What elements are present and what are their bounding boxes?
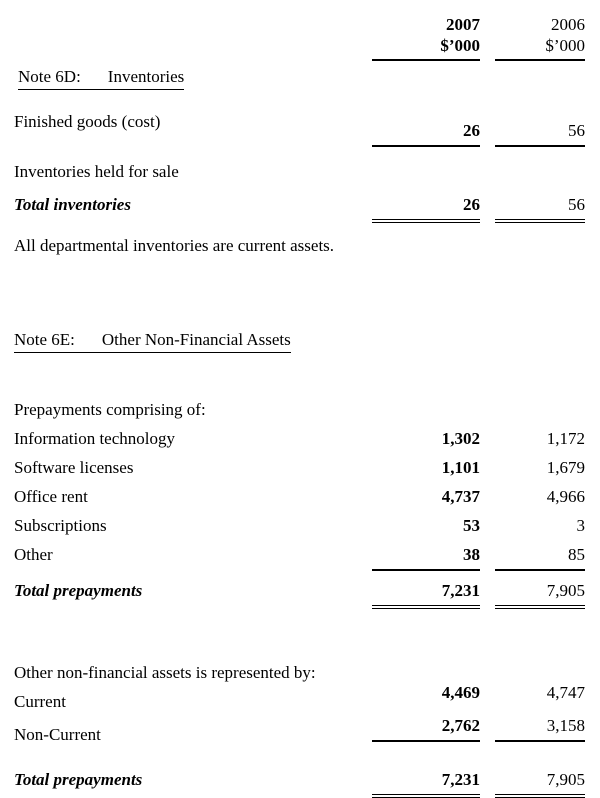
value-2007: 1,302 xyxy=(441,429,480,448)
column-header-2006 xyxy=(495,14,585,61)
table-row-total-prepayments xyxy=(14,580,585,609)
note-6d-title: Inventories xyxy=(107,67,185,86)
value-2007: 1,101 xyxy=(441,458,480,477)
row-label: Subscriptions xyxy=(14,516,107,535)
note-6e-title: Other Non-Financial Assets xyxy=(101,330,291,349)
note-6e-underlined-title xyxy=(14,329,291,353)
value-2007: 4,737 xyxy=(441,487,480,506)
table-row-current xyxy=(14,683,585,713)
table-row-inventories-held xyxy=(14,161,585,183)
row-label: Information technology xyxy=(14,429,175,448)
value-2006: 1,172 xyxy=(546,429,585,448)
note-6e-heading xyxy=(14,329,585,353)
row-label: Total inventories xyxy=(14,195,131,214)
note-6d-heading xyxy=(18,66,585,90)
row-label: Software licenses xyxy=(14,458,134,477)
year-2007-label: 2007 xyxy=(446,15,480,34)
row-label: Total prepayments xyxy=(14,770,143,789)
value-2007: 26 xyxy=(372,194,480,223)
table-column-headers xyxy=(14,14,585,61)
value-2006: 56 xyxy=(495,120,585,147)
year-2006-label: 2006 xyxy=(551,15,585,34)
table-row-finished-goods xyxy=(14,111,585,138)
value-2007: 53 xyxy=(463,516,480,535)
note-6d-footnote: All departmental inventories are current assets. xyxy=(14,236,335,255)
value-2007: 7,231 xyxy=(372,769,480,798)
table-row-other xyxy=(14,544,585,571)
row-label: Current xyxy=(14,692,66,711)
row-label: Inventories held for sale xyxy=(14,162,179,181)
value-2007: 38 xyxy=(372,544,480,571)
value-2007: 7,231 xyxy=(372,580,480,609)
column-header-2007 xyxy=(372,14,480,61)
row-label: Other xyxy=(14,545,53,564)
value-2007: 26 xyxy=(372,120,480,147)
unit-2007-label: $’000 xyxy=(440,36,480,55)
table-row-total-inventories xyxy=(14,194,585,223)
value-2007: 4,469 xyxy=(441,683,480,702)
note-6d-underlined-title xyxy=(18,66,184,90)
value-2006: 3,158 xyxy=(495,715,585,742)
note-6e-label: Note 6E: xyxy=(14,330,75,349)
value-2006: 4,966 xyxy=(546,487,585,506)
table-row-software-licenses xyxy=(14,457,585,479)
prepayments-intro: Prepayments comprising of: xyxy=(14,400,206,419)
row-label: Finished goods (cost) xyxy=(14,112,161,131)
value-2006: 7,905 xyxy=(495,580,585,609)
table-row-non-current xyxy=(14,716,585,751)
value-2006: 4,747 xyxy=(546,683,585,702)
table-row-subscriptions xyxy=(14,515,585,537)
row-label: Office rent xyxy=(14,487,88,506)
value-2006: 85 xyxy=(495,544,585,571)
unit-2006-label: $’000 xyxy=(545,36,585,55)
value-2007: 2,762 xyxy=(372,715,480,742)
value-2006: 7,905 xyxy=(495,769,585,798)
row-label: Non-Current xyxy=(14,725,101,744)
represented-by-intro: Other non-financial assets is represented by: xyxy=(14,663,316,682)
row-label: Total prepayments xyxy=(14,581,143,600)
table-row-office-rent xyxy=(14,486,585,508)
value-2006: 3 xyxy=(576,516,585,535)
note-6d-label: Note 6D: xyxy=(18,67,81,86)
value-2006: 56 xyxy=(495,194,585,223)
table-row-total-prepayments-represented xyxy=(14,769,585,798)
table-row-information-technology xyxy=(14,428,585,450)
value-2006: 1,679 xyxy=(546,458,585,477)
